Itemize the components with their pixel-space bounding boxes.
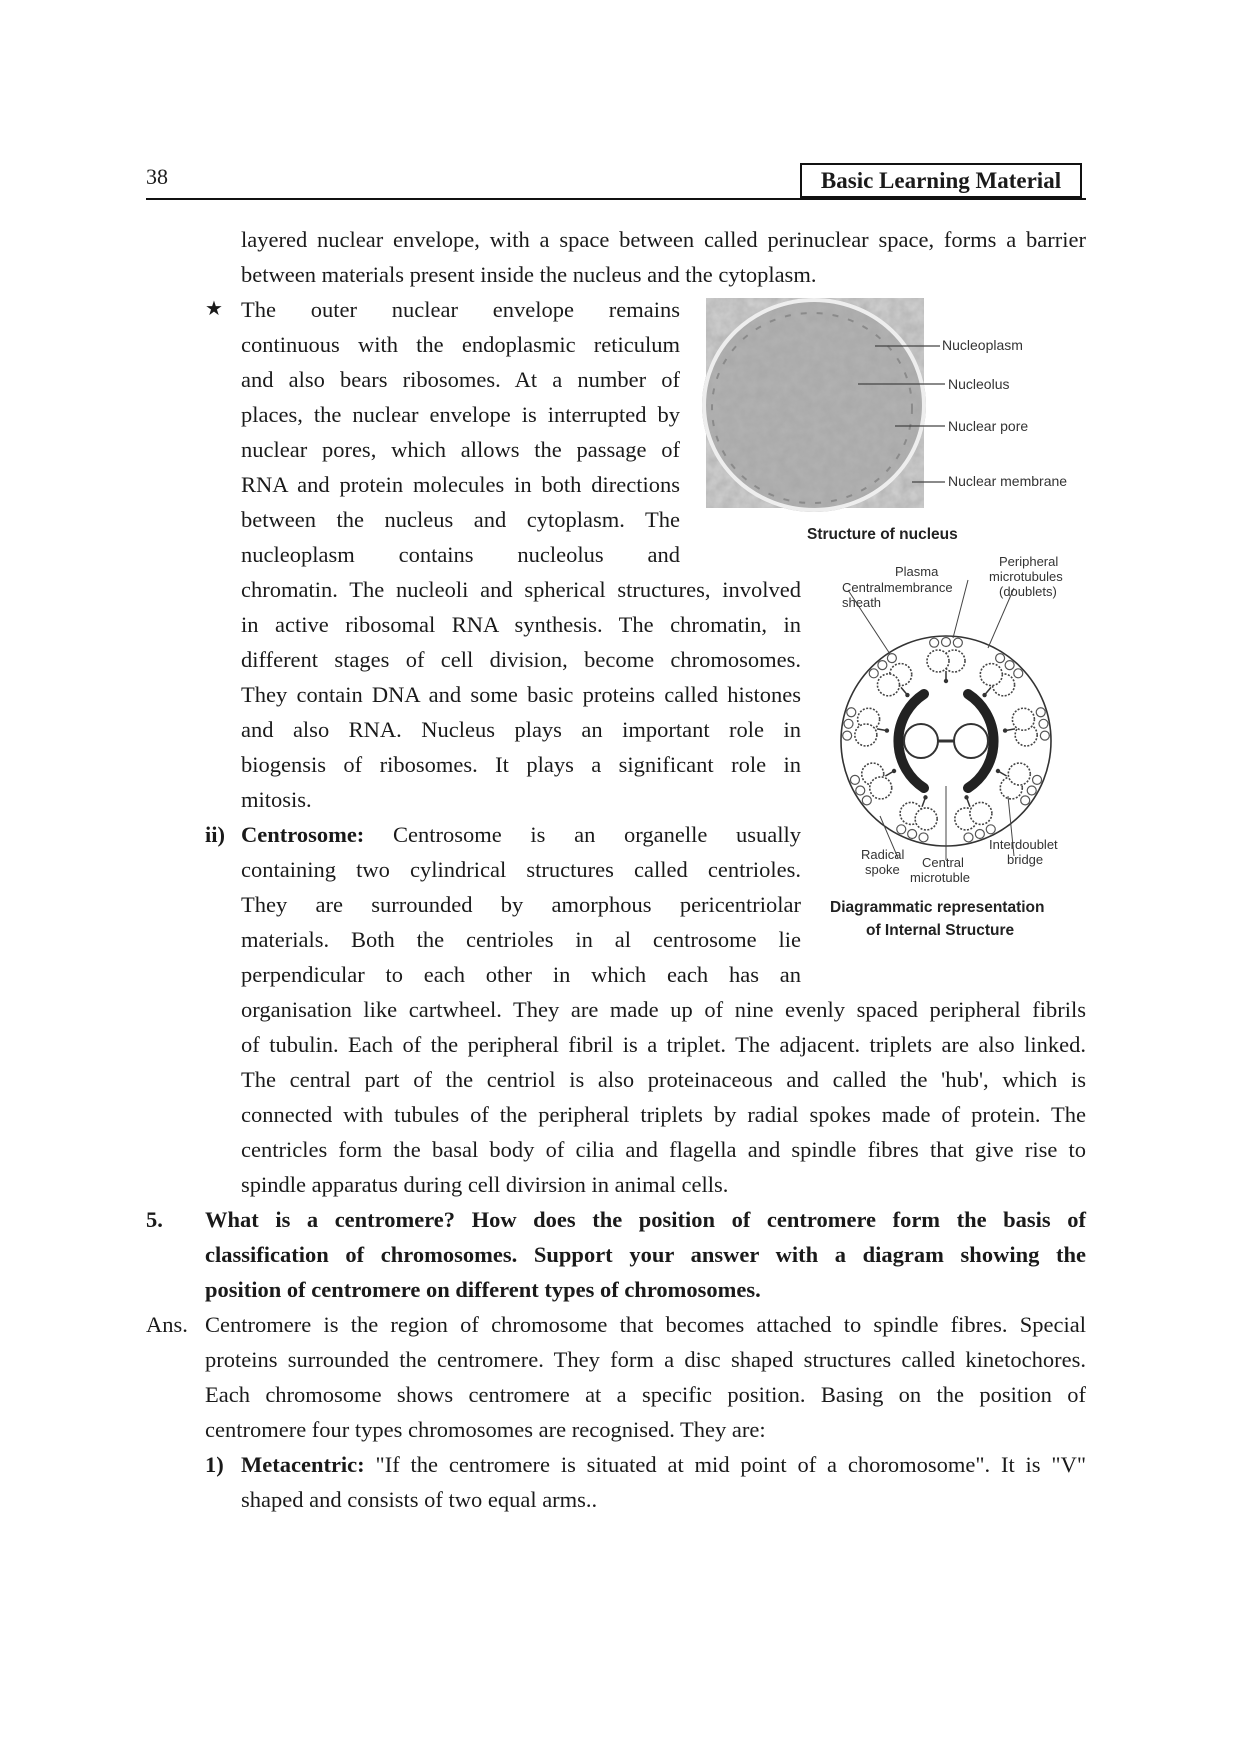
outer-tubule <box>1033 775 1042 784</box>
outer-tubule <box>869 669 878 678</box>
spoke-head <box>996 769 1000 773</box>
central-microtubule-left <box>904 724 938 758</box>
centrosome-term: Centrosome: <box>241 822 365 847</box>
label-radical: Radical <box>861 847 905 862</box>
outer-tubule <box>1027 786 1036 795</box>
running-header-title: Basic Learning Material <box>800 163 1082 198</box>
outer-tubule <box>862 796 871 805</box>
spoke-head <box>923 795 927 799</box>
text-line: They contain DNA and some basic proteins called histones <box>241 682 801 707</box>
text-line: between the nucleus and cytoplasm. The <box>241 507 680 532</box>
answer-item-text <box>241 1447 1086 1517</box>
label-bridge: bridge <box>1007 852 1044 867</box>
centriole-figure <box>818 554 1086 988</box>
peripheral-doublet-tubule <box>970 802 992 824</box>
text-line: places, the nuclear envelope is interrupted by <box>241 402 680 427</box>
outer-tubule <box>930 638 939 647</box>
answer-line: proteins surrounded the centromere. They form a disc shaped structures called kinetochores. <box>205 1347 1086 1372</box>
spoke-head <box>1003 728 1007 732</box>
metacentric-first-line: "If the centromere is situated at mid point of a choromosome". It is "V" <box>375 1452 1087 1477</box>
label-nucleolus: Nucleolus <box>948 376 1010 392</box>
label-central: Central <box>922 855 964 870</box>
outer-tubule <box>850 775 859 784</box>
text-line: and also RNA. Nucleus plays an important role in <box>241 717 801 742</box>
spoke-head <box>964 795 968 799</box>
label-interdoublet: Interdoublet <box>989 837 1058 852</box>
text-line: shaped and consists of two equal arms.. <box>241 1487 598 1512</box>
peripheral-doublet-tubule <box>877 674 899 696</box>
text-line: containing two cylindrical structures called centrioles. <box>241 857 801 882</box>
text-line: materials. Both the centrioles in al centrosome lie <box>241 927 801 952</box>
label-nuclear-membrane: Nuclear membrane <box>948 473 1068 489</box>
spoke-head <box>905 693 909 697</box>
outer-tubule <box>847 708 856 717</box>
label-nuclear-pore: Nuclear pore <box>948 418 1029 434</box>
centriole-caption-line2: of Internal Structure <box>866 922 1015 939</box>
text-line: different stages of cell division, become chromosomes. <box>241 647 801 672</box>
label-microtuble: microtuble <box>910 870 970 885</box>
answer-line: centromere four types chromosomes are recognised. They are: <box>205 1417 766 1442</box>
central-microtubule-right <box>954 724 988 758</box>
text-line: mitosis. <box>241 787 312 812</box>
spoke-head <box>892 769 896 773</box>
outer-tubule <box>856 786 865 795</box>
outer-tubule <box>953 638 962 647</box>
answer-item-marker: 1) <box>205 1452 224 1477</box>
outer-tubule <box>986 825 995 834</box>
label-spoke: spoke <box>865 862 900 877</box>
text-line <box>241 1447 1086 1482</box>
text-line: of tubulin. Each of the peripheral fibril is a triplet. The adjacent. triplets are also linked. <box>241 1032 1086 1057</box>
label-nucleoplasm: Nucleoplasm <box>942 337 1023 353</box>
outer-tubule <box>964 833 973 842</box>
outer-tubule <box>975 830 984 839</box>
nucleus-figure <box>690 290 1085 550</box>
peripheral-doublet-tubule <box>915 808 937 830</box>
peripheral-doublet-tubule <box>870 777 892 799</box>
question-line: position of centromere on different types of chromosomes. <box>205 1277 761 1302</box>
text-line: RNA and protein molecules in both directions <box>241 472 680 497</box>
centrosome-first-line: Centrosome is an organelle usually <box>393 822 801 847</box>
centrosome-marker: ii) <box>205 822 225 847</box>
outer-tubule <box>908 830 917 839</box>
label-doublets: (doublets) <box>999 584 1057 599</box>
centrosome-paragraph-full <box>241 992 1086 1202</box>
metacentric-term: Metacentric: <box>241 1452 365 1477</box>
centriole-diagram <box>818 568 1086 878</box>
spoke-head <box>944 679 948 683</box>
text-line: nuclear pores, which allows the passage of <box>241 437 680 462</box>
text-line: The central part of the centriol is also proteinaceous and called the 'hub', which is <box>241 1067 1086 1092</box>
text-line: perpendicular to each other in which each has an <box>241 962 801 987</box>
spoke-head <box>885 728 889 732</box>
question-text <box>205 1202 1086 1307</box>
outer-tubule <box>887 654 896 663</box>
peripheral-doublet-tubule <box>1008 763 1030 785</box>
text-line: continuous with the endoplasmic reticulum <box>241 332 680 357</box>
star-paragraph-narrow <box>241 292 680 572</box>
nucleus-caption: Structure of nucleus <box>807 526 958 543</box>
text-line: centricles form the basal body of cilia and flagella and spindle fibres that give rise to <box>241 1137 1086 1162</box>
question-line: What is a centromere? How does the position of centromere form the basis of <box>205 1207 1086 1232</box>
question-number: 5. <box>146 1207 163 1232</box>
outer-tubule <box>1014 669 1023 678</box>
text-line: spindle apparatus during cell divirsion in animal cells. <box>241 1172 729 1197</box>
centrosome-paragraph-mid <box>241 817 801 992</box>
star-paragraph-mid <box>241 572 801 817</box>
label-peripheral: Peripheral <box>999 554 1059 569</box>
text-line: chromatin. The nucleoli and spherical structures, involved <box>241 577 801 602</box>
text-line: The outer nuclear envelope remains <box>241 297 680 322</box>
outer-tubule <box>919 833 928 842</box>
text-line: biogensis of ribosomes. It plays a significant role in <box>241 752 801 777</box>
outer-tubule <box>897 825 906 834</box>
label-sheath: sheath <box>842 595 882 610</box>
outer-tubule <box>1021 796 1030 805</box>
outer-tubule <box>1036 708 1045 717</box>
outer-tubule <box>878 661 887 670</box>
answer-line: Each chromosome shows centromere at a specific position. Basing on the position of <box>205 1382 1086 1407</box>
outer-tubule <box>942 638 951 647</box>
intro-paragraph <box>241 222 1086 292</box>
page-number: 38 <box>146 164 168 189</box>
text-line: and also bears ribosomes. At a number of <box>241 367 680 392</box>
label-centralmembrance: Centralmembrance <box>842 580 953 595</box>
intro-line: layered nuclear envelope, with a space between called perinuclear space, forms a barrier <box>241 227 1086 252</box>
text-line: They are surrounded by amorphous pericentriolar <box>241 892 801 917</box>
outer-tubule <box>1005 661 1014 670</box>
intro-line: between materials present inside the nucleus and the cytoplasm. <box>241 262 817 287</box>
answer-line: Centromere is the region of chromosome that becomes attached to spindle fibres. Special <box>205 1312 1086 1337</box>
leader-line <box>953 580 968 638</box>
spoke-head <box>982 693 986 697</box>
text-line: in active ribosomal RNA synthesis. The chromatin, in <box>241 612 801 637</box>
peripheral-doublet-tubule <box>855 724 877 746</box>
text-line: organisation like cartwheel. They are made up of nine evenly spaced peripheral fibrils <box>241 997 1086 1022</box>
header-rule <box>146 198 1086 200</box>
label-microtubules: microtubules <box>989 569 1063 584</box>
outer-tubule <box>843 731 852 740</box>
star-bullet: ★ <box>205 298 223 320</box>
outer-tubule <box>996 654 1005 663</box>
centriole-caption-line1: Diagrammatic representation <box>830 899 1045 916</box>
text-line: nucleoplasm contains nucleolus and <box>241 542 680 567</box>
answer-label: Ans. <box>146 1312 188 1337</box>
label-plasma: Plasma <box>895 564 939 579</box>
outer-tubule <box>1040 731 1049 740</box>
outer-tubule <box>1039 719 1048 728</box>
peripheral-doublet-tubule <box>1012 708 1034 730</box>
text-line: connected with tubules of the peripheral triplets by radial spokes made of protein. The <box>241 1102 1086 1127</box>
text-line <box>241 817 801 852</box>
peripheral-doublet-tubule <box>980 664 1002 686</box>
outer-tubule <box>844 719 853 728</box>
question-line: classification of chromosomes. Support your answer with a diagram showing the <box>205 1242 1086 1267</box>
answer-text <box>205 1307 1086 1447</box>
peripheral-doublet-tubule <box>927 650 949 672</box>
